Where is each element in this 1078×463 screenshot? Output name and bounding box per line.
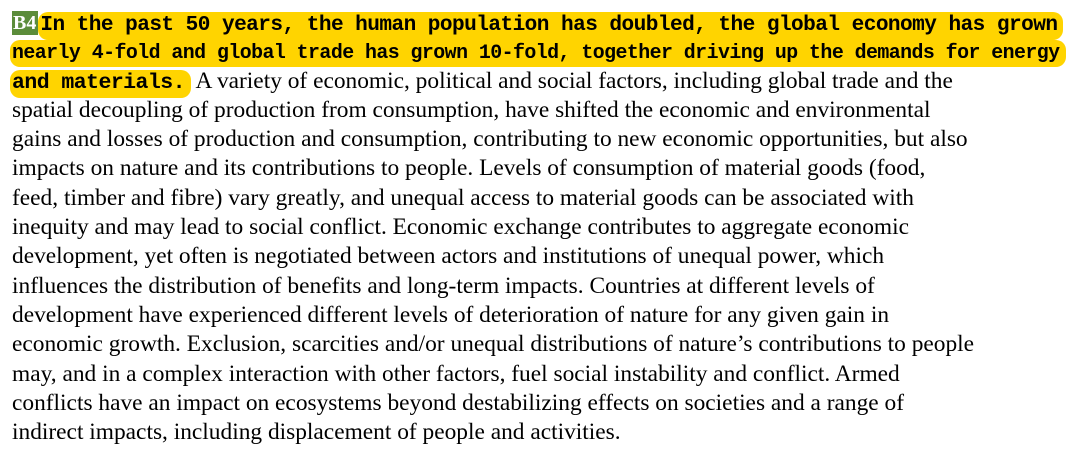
body-text-line: gains and losses of production and consumption, contributing to new economic opportunities, but also [12,126,968,153]
highlighted-lead-line-1: In the past 50 years, the human population has doubled, the global economy has grown [38,12,1063,40]
section-badge: B4 [13,12,37,34]
body-text-line: development have experienced different levels of deterioration of nature for any given gain in [12,301,890,328]
body-text-line: development, yet often is negotiated between actors and institutions of unequal power, which [12,243,885,270]
body-text-line: influences the distribution of benefits and long-term impacts. Countries at different levels of [12,272,875,299]
body-text-line: feed, timber and fibre) vary greatly, and unequal access to material goods can be associated with [12,184,914,211]
highlighted-lead-line-2: nearly 4-fold and global trade has grown 10-fold, together driving up the demands for energy [10,40,1066,67]
body-text-line: indirect impacts, including displacement of people and activities. [12,419,621,446]
body-text-line: impacts on nature and its contributions to people. Levels of consumption of material goods (food, [12,155,926,182]
body-text-line: inequity and may lead to social conflict. Economic exchange contributes to aggregate economic [12,214,909,241]
text-line-1 [12,8,1072,37]
body-text-line: may, and in a complex interaction with other factors, fuel social instability and conflict. Armed [12,360,900,387]
text-line-3 [12,67,1072,96]
body-text-line: economic growth. Exclusion, scarcities and/or unequal distributions of nature’s contributions to people [12,331,975,358]
document-page [12,8,1072,447]
body-text-line: spatial decoupling of production from consumption, have shifted the economic and environmental [12,96,931,123]
text-line-2 [12,37,1072,66]
body-text-line-3-rest: A variety of economic, political and social factors, including global trade and the [190,67,953,94]
body-text-line: conflicts have an impact on ecosystems beyond destabilizing effects on societies and a range of [12,389,905,416]
highlighted-lead-line-3: and materials. [10,70,191,98]
